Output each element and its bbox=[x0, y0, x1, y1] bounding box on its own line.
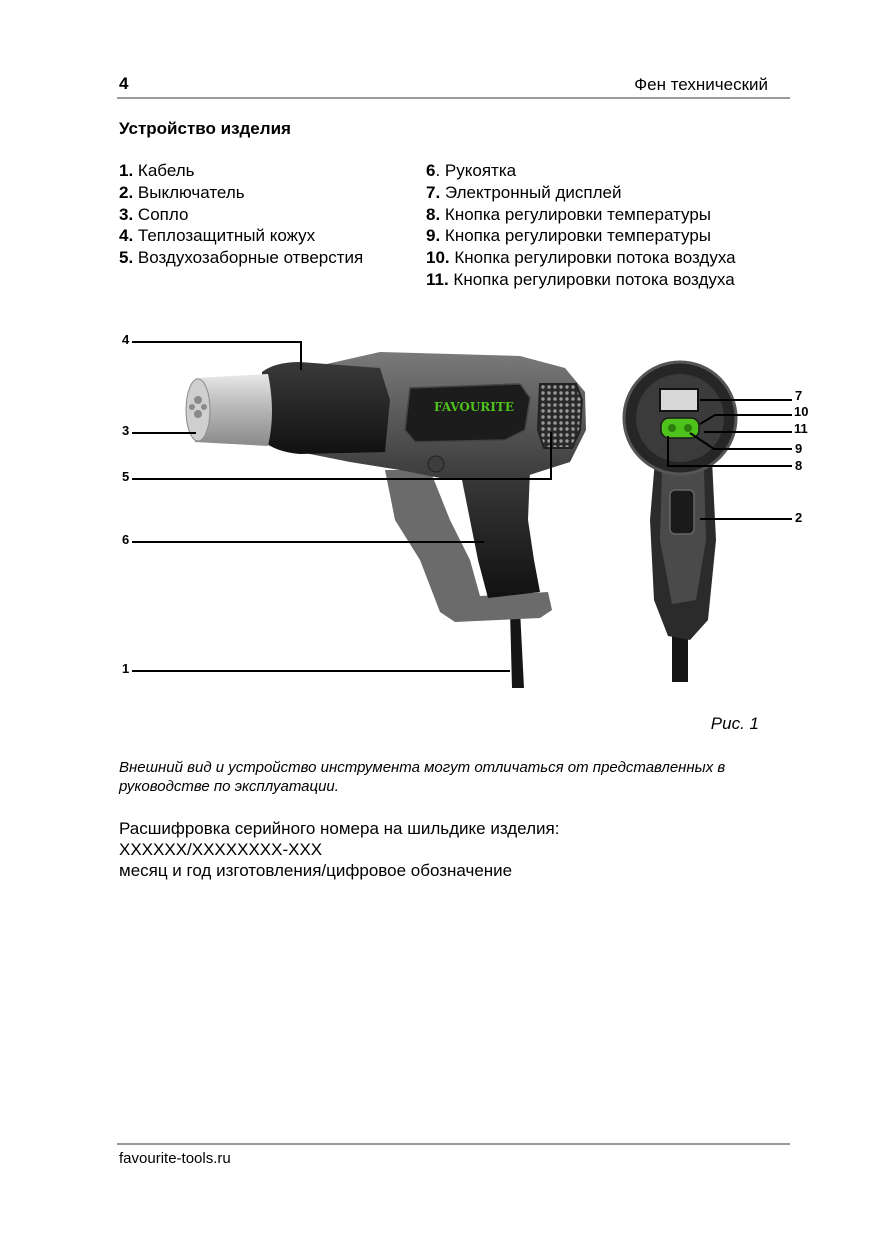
electronic-display bbox=[660, 389, 698, 411]
footer-website: favourite-tools.ru bbox=[119, 1150, 231, 1167]
part-number: 7. bbox=[426, 182, 441, 202]
part-label: Кнопка регулировки температуры bbox=[440, 204, 711, 224]
disclaimer-note: Внешний вид и устройство инструмента могут отличаться от представленных в руководстве по эксплуатации. bbox=[119, 759, 726, 795]
serial-format: XXXXXX/XXXXXXXX-XXX bbox=[119, 840, 323, 859]
part-label: Кнопка регулировки температуры bbox=[440, 226, 711, 246]
part-item bbox=[426, 204, 736, 226]
page-number: 4 bbox=[119, 74, 129, 93]
part-number: 1. bbox=[119, 161, 134, 180]
callout-4: 4 bbox=[122, 332, 130, 347]
part-number: 9. bbox=[426, 226, 441, 246]
part-item bbox=[426, 182, 736, 204]
part-item bbox=[119, 247, 363, 269]
part-label: . Рукоятка bbox=[435, 161, 517, 180]
part-label: Кнопка регулировки потока воздуха bbox=[449, 248, 736, 268]
part-number: 11. bbox=[426, 269, 449, 289]
part-item bbox=[119, 182, 363, 204]
heat-gun-side-view bbox=[186, 352, 586, 688]
part-number: 4. bbox=[119, 226, 134, 246]
part-label: Воздухозаборные отверстия bbox=[133, 248, 364, 268]
part-label: Теплозащитный кожух bbox=[133, 226, 316, 246]
part-number: 3. bbox=[119, 204, 134, 224]
brand-logo: FAVOURITE bbox=[434, 400, 514, 414]
parts-list-right bbox=[426, 160, 736, 291]
part-number: 5. bbox=[119, 248, 134, 268]
heat-gun-rear-view bbox=[624, 362, 736, 682]
footer-divider bbox=[117, 1143, 790, 1145]
callout-3: 3 bbox=[122, 423, 130, 438]
callout-5: 5 bbox=[122, 469, 130, 484]
callout-10: 10 bbox=[794, 404, 809, 419]
callout-2: 2 bbox=[795, 510, 803, 525]
switch bbox=[670, 490, 694, 534]
part-number: 2. bbox=[119, 182, 134, 202]
part-label: Кабель bbox=[133, 161, 195, 180]
callout-1: 1 bbox=[122, 661, 130, 676]
heat-shield bbox=[262, 362, 390, 454]
callout-9: 9 bbox=[795, 441, 803, 456]
callout-6: 6 bbox=[122, 532, 130, 547]
air-intake-grille bbox=[538, 384, 582, 448]
part-label: Электронный дисплей bbox=[440, 182, 622, 202]
cable-shape bbox=[510, 610, 524, 688]
part-item bbox=[119, 225, 363, 247]
part-item bbox=[426, 160, 736, 182]
switch-knob bbox=[428, 456, 444, 472]
callout-8: 8 bbox=[795, 458, 803, 473]
part-item bbox=[426, 269, 736, 291]
part-number: 6 bbox=[426, 161, 436, 180]
section-title: Устройство изделия bbox=[119, 119, 291, 138]
part-number: 8. bbox=[426, 204, 441, 224]
callout-11: 11 bbox=[794, 421, 808, 436]
part-label: Сопло bbox=[133, 204, 189, 224]
part-number: 10. bbox=[426, 248, 450, 268]
part-label: Выключатель bbox=[133, 182, 245, 202]
part-item bbox=[426, 247, 736, 269]
serial-explanation: месяц и год изготовления/цифровое обозначение bbox=[119, 861, 513, 880]
serial-number-info bbox=[119, 818, 559, 881]
parts-list-left bbox=[119, 160, 363, 269]
heat-gun-figure bbox=[0, 320, 875, 700]
figure-caption: Рис. 1 bbox=[710, 714, 759, 733]
part-label: Кнопка регулировки потока воздуха bbox=[448, 269, 735, 289]
part-item bbox=[119, 160, 363, 182]
part-item bbox=[426, 225, 736, 247]
serial-heading: Расшифровка серийного номера на шильдике изделия: bbox=[119, 819, 560, 838]
part-item bbox=[119, 204, 363, 226]
callout-7: 7 bbox=[795, 388, 803, 403]
running-title: Фен технический bbox=[634, 75, 768, 94]
header-divider bbox=[117, 97, 790, 99]
